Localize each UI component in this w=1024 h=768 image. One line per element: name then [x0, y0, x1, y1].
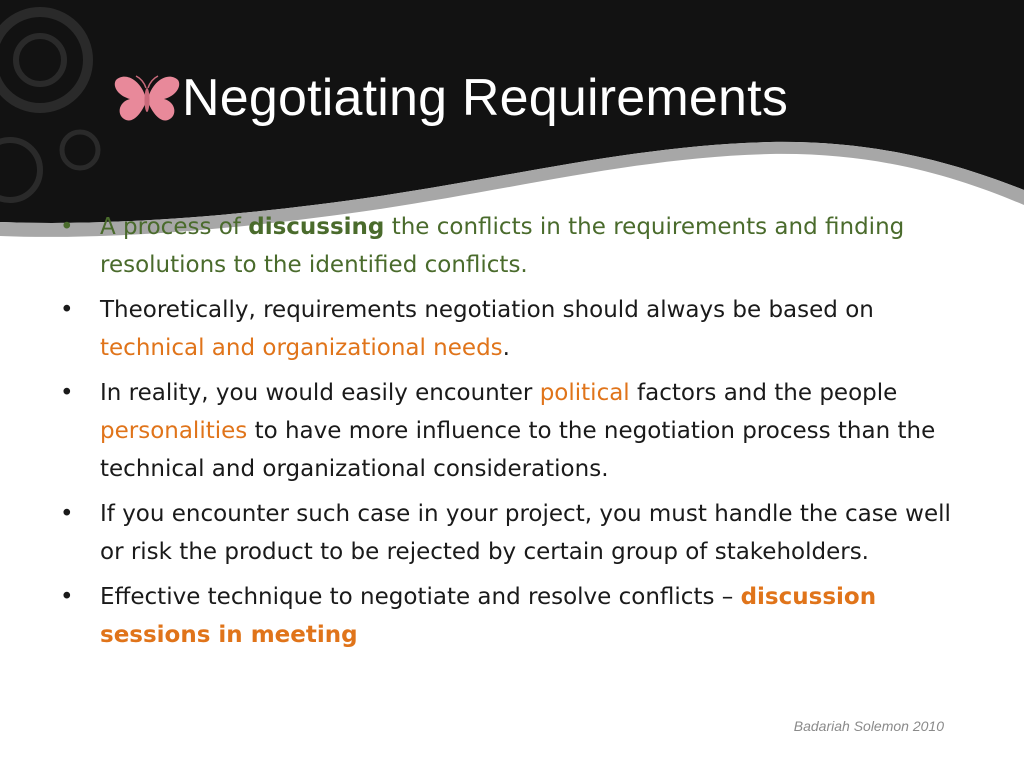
bullet-text: . [502, 335, 510, 361]
bullet-text: to have more influence to the negotiation process than the technical and organizational considerations. [100, 418, 936, 482]
emphasis-text: discussing [248, 214, 385, 240]
bullet-item-5 [58, 578, 958, 654]
bullet-item-1 [58, 208, 958, 284]
bullet-text: the conflicts in the requirements and finding resolutions to the identified conflicts. [100, 214, 905, 278]
bullet-text: Effective technique to negotiate and resolve conflicts – [100, 584, 741, 610]
bullet-marker: • [60, 214, 74, 240]
highlight-text: discussion sessions in meeting [100, 584, 877, 648]
bullet-marker: • [60, 380, 74, 406]
bullet-marker: • [60, 584, 74, 610]
butterfly-icon [112, 72, 182, 124]
bullet-text: factors and the people [629, 380, 898, 406]
bullet-list [58, 208, 958, 661]
bullet-text: If you encounter such case in your project, you must handle the case well or risk the product to be rejected by certain group of stakeholders. [100, 501, 951, 565]
highlight-text: political [539, 380, 630, 406]
bullet-item-2 [58, 291, 958, 367]
bullet-text: A process of [100, 214, 249, 240]
bullet-text: Theoretically, requirements negotiation should always be based on [100, 297, 874, 323]
slide-title: Negotiating Requirements [182, 69, 789, 127]
footer-credit: Badariah Solemon 2010 [793, 718, 944, 734]
highlight-text: technical and organizational needs [100, 335, 503, 361]
bullet-item-4 [58, 495, 958, 571]
title-row [112, 58, 788, 138]
bullet-text: In reality, you would easily encounter [100, 380, 540, 406]
highlight-text: personalities [100, 418, 248, 444]
bullet-marker: • [60, 297, 74, 323]
bullet-item-3 [58, 374, 958, 488]
bullet-marker: • [60, 501, 74, 527]
